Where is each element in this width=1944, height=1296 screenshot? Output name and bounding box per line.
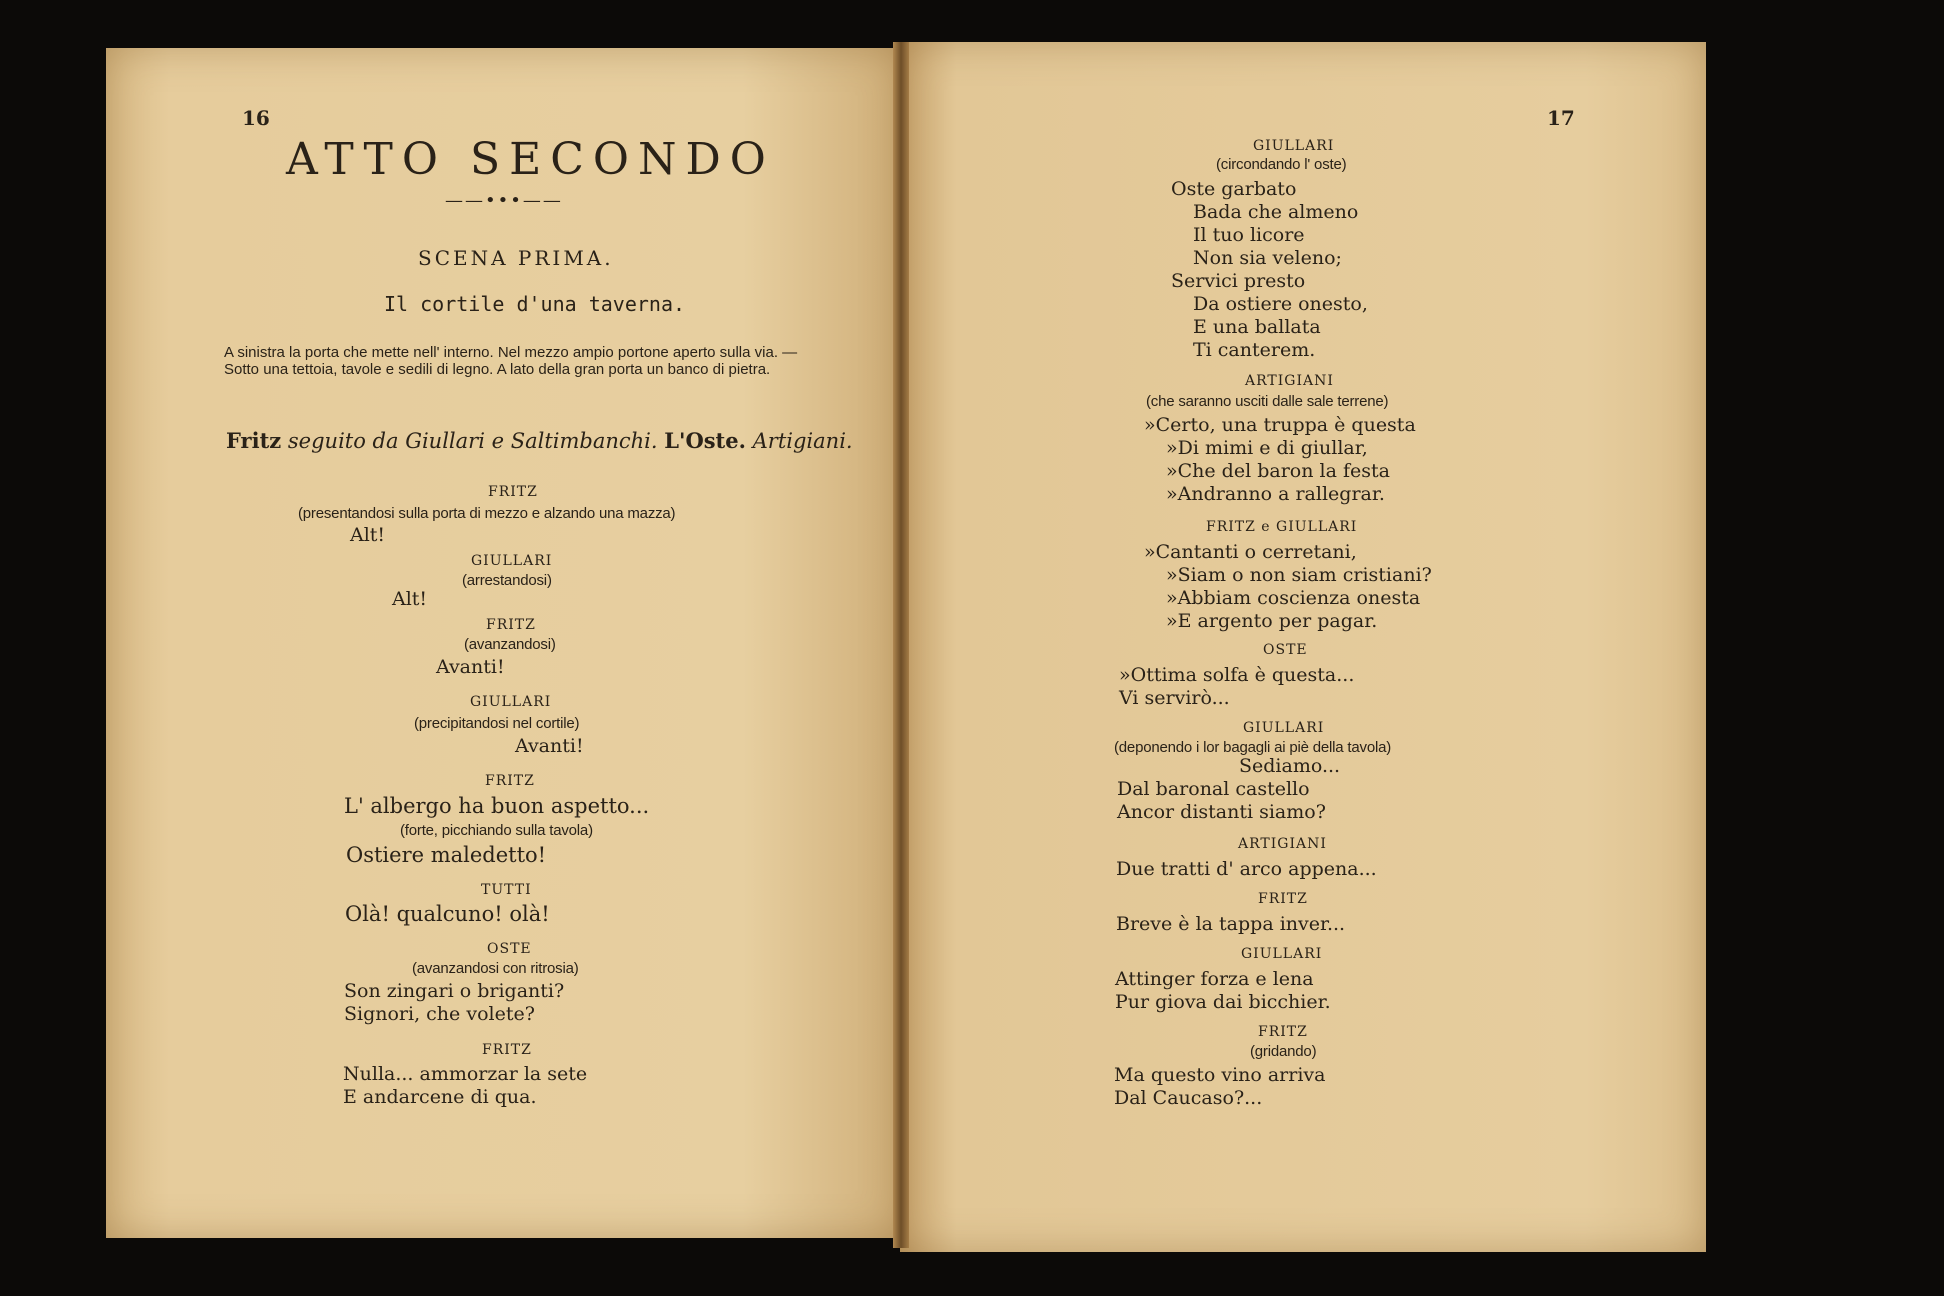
book-gutter [893,42,909,1248]
verse-line: Alt! [392,588,428,610]
speaker-label: FRITZ [482,1042,532,1058]
setting-line: Il cortile d'una taverna. [384,292,686,316]
speaker-label: FRITZ [1258,1024,1308,1040]
speaker-label: GIULLARI [471,553,553,569]
verse-line: »Abbiam coscienza onesta [1166,587,1421,609]
speaker-label: FRITZ [486,617,536,633]
verse-line: Pur giova dai bicchier. [1115,991,1331,1013]
verse-line: E andarcene di qua. [343,1086,537,1108]
stage-direction: (precipitandosi nel cortile) [414,715,580,732]
verse-line: Alt! [350,524,386,546]
verse-line: Avanti! [515,735,584,757]
verse-line: Breve è la tappa inver... [1116,913,1346,935]
stage-direction: (deponendo i lor bagagli ai piè della tavola) [1114,739,1392,756]
speaker-label: GIULLARI [1241,946,1323,962]
speaker-label: FRITZ [488,484,538,500]
page-number-left: 16 [242,106,270,130]
speaker-label: FRITZ e GIULLARI [1206,519,1358,535]
verse-line: »Siam o non siam cristiani? [1166,564,1432,586]
character-list [226,428,853,453]
char-artigiani: Artigiani. [752,429,853,453]
speaker-label: GIULLARI [470,694,552,710]
verse-line: »Ottima solfa è questa... [1119,664,1355,686]
stage-direction: (arrestandosi) [462,572,552,589]
verse-line: E una ballata [1193,316,1321,338]
verse-line: Nulla... ammorzar la sete [343,1063,588,1085]
verse-line: Signori, che volete? [344,1003,535,1025]
stage-direction: (circondando l' oste) [1216,156,1347,173]
speaker-label: TUTTI [481,882,532,898]
verse-line: Ancor distanti siamo? [1117,801,1326,823]
ornament-divider: ——•••—— [445,190,563,211]
stage-direction: (che saranno usciti dalle sale terrene) [1146,393,1389,410]
verse-line: Il tuo licore [1193,224,1305,246]
act-title: ATTO SECONDO [286,134,775,185]
verse-line: Servici presto [1171,270,1306,292]
char-oste: L'Oste. [664,428,746,453]
verse-line: Due tratti d' arco appena... [1116,858,1377,880]
verse-line: Dal Caucaso?... [1114,1087,1263,1109]
speaker-label: FRITZ [485,773,535,789]
verse-line: Ti canterem. [1193,339,1316,361]
stage-description: A sinistra la porta che mette nell' interno. Nel mezzo ampio portone aperto sulla via. — Sotto una tettoia, tavole e sedili di legno. A lato della gran porta un banco di pietra. [224,344,798,378]
stage-direction: (gridando) [1250,1043,1317,1060]
scene-heading: SCENA PRIMA. [418,246,614,270]
verse-line: Da ostiere onesto, [1193,293,1368,315]
speaker-label: GIULLARI [1243,720,1325,736]
verse-line: Non sia veleno; [1193,247,1342,269]
verse-line: Vi servirò... [1119,687,1230,709]
speaker-label: GIULLARI [1253,138,1335,154]
verse-line: Olà! qualcuno! olà! [345,902,550,926]
verse-line: Dal baronal castello [1117,778,1310,800]
speaker-label: FRITZ [1258,891,1308,907]
verse-line: »Cantanti o cerretani, [1144,541,1357,563]
char-fritz: Fritz [226,428,282,453]
verse-line: »Di mimi e di giullar, [1166,437,1368,459]
verse-line: L' albergo ha buon aspetto... [344,794,650,818]
verse-line: »E argento per pagar. [1166,610,1378,632]
speaker-label: OSTE [1263,642,1308,658]
stage-direction: (avanzandosi con ritrosia) [412,960,579,977]
verse-line: Attinger forza e lena [1115,968,1314,990]
stage-direction: (presentandosi sulla porta di mezzo e alzando una mazza) [298,505,676,522]
verse-line: »Che del baron la festa [1166,460,1390,482]
speaker-label: OSTE [487,941,532,957]
verse-line: »Andranno a rallegrar. [1166,483,1385,505]
speaker-label: ARTIGIANI [1245,373,1334,389]
stage-direction: (avanzandosi) [464,636,556,653]
char-seguito: seguito da Giullari e Saltimbanchi. [287,429,658,453]
verse-line: Bada che almeno [1193,201,1359,223]
verse-line: Ostiere maledetto! [346,843,547,867]
verse-line: »Certo, una truppa è questa [1144,414,1416,436]
verse-line: Son zingari o briganti? [344,980,565,1002]
verse-line: Oste garbato [1171,178,1297,200]
page-number-right: 17 [1547,106,1575,130]
verse-line: Avanti! [436,656,505,678]
verse-line: Sediamo... [1239,755,1341,777]
speaker-label: ARTIGIANI [1238,836,1327,852]
stage-direction: (forte, picchiando sulla tavola) [400,822,593,839]
verse-line: Ma questo vino arriva [1114,1064,1326,1086]
